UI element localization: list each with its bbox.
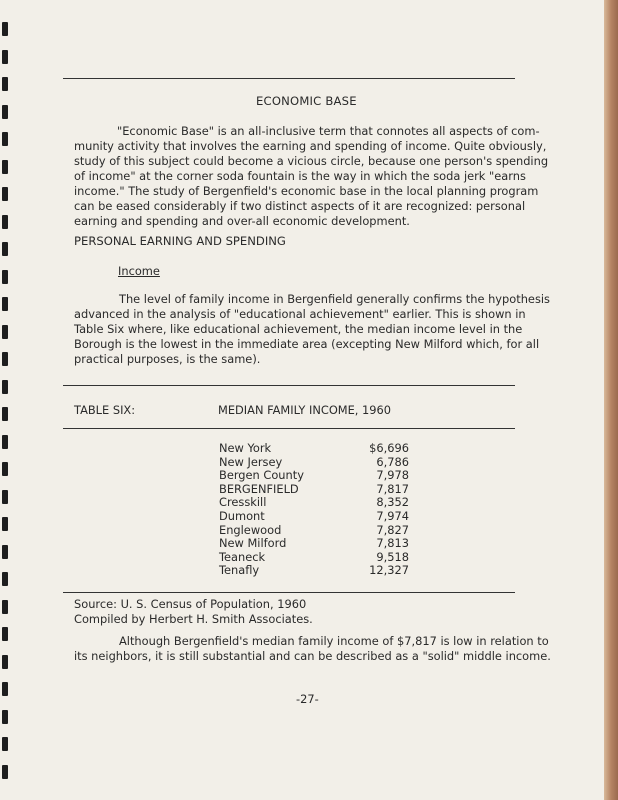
income-paragraph bbox=[74, 292, 550, 367]
section-heading: PERSONAL EARNING AND SPENDING bbox=[74, 234, 286, 248]
binding-ring bbox=[2, 352, 8, 366]
income-line: Borough is the lowest in the immediate area (excepting New Milford which, for all bbox=[74, 337, 540, 351]
binding-ring bbox=[2, 105, 8, 119]
table-top-rule bbox=[63, 385, 515, 386]
binding-ring bbox=[2, 737, 8, 751]
binding-ring bbox=[2, 490, 8, 504]
binding-ring bbox=[2, 600, 8, 614]
binding-ring bbox=[2, 215, 8, 229]
income-line: Table Six where, like educational achievement, the median income level in the bbox=[74, 322, 523, 336]
table-row bbox=[219, 509, 409, 523]
binding-ring bbox=[2, 682, 8, 696]
binding-ring bbox=[2, 187, 8, 201]
page-number: -27- bbox=[296, 692, 319, 706]
page-title: ECONOMIC BASE bbox=[256, 94, 357, 108]
binding-ring bbox=[2, 517, 8, 531]
top-rule bbox=[63, 78, 515, 79]
row-income-value: 7,817 bbox=[376, 481, 409, 496]
income-line: advanced in the analysis of "educational achievement" earlier. This is shown in bbox=[74, 307, 526, 321]
binding-ring bbox=[2, 765, 8, 779]
intro-line: income." The study of Bergenfield's economic base in the local planning program bbox=[74, 184, 539, 198]
table-title: MEDIAN FAMILY INCOME, 1960 bbox=[218, 403, 392, 417]
row-income-value: 9,518 bbox=[376, 549, 409, 564]
spiral-binding bbox=[0, 0, 12, 800]
intro-line: munity activity that involves the earning and spending of income. Quite obviously, bbox=[74, 139, 547, 153]
row-place-name: Teaneck bbox=[219, 549, 266, 564]
intro-line: can be eased considerably if two distinct aspects of it are recognized: personal bbox=[74, 199, 526, 213]
table-row bbox=[219, 536, 409, 550]
subheading-income: Income bbox=[118, 264, 160, 278]
row-place-name: New Milford bbox=[219, 536, 287, 551]
binding-ring bbox=[2, 572, 8, 586]
row-place-name: BERGENFIELD bbox=[219, 481, 299, 496]
row-place-name: Tenafly bbox=[219, 563, 260, 578]
binding-ring bbox=[2, 132, 8, 146]
row-income-value: 7,813 bbox=[376, 536, 409, 551]
binding-ring bbox=[2, 160, 8, 174]
table-row bbox=[219, 482, 409, 496]
table-row bbox=[219, 550, 409, 564]
table-row bbox=[219, 495, 409, 509]
row-place-name: Cresskill bbox=[219, 495, 267, 510]
row-place-name: Englewood bbox=[219, 522, 282, 537]
row-income-value: 7,974 bbox=[376, 509, 409, 523]
binding-ring bbox=[2, 242, 8, 256]
binding-ring bbox=[2, 407, 8, 421]
row-place-name: Bergen County bbox=[219, 468, 304, 483]
intro-paragraph bbox=[74, 124, 549, 229]
binding-ring bbox=[2, 50, 8, 64]
table-row bbox=[219, 455, 409, 469]
page-edge bbox=[604, 0, 618, 800]
binding-ring bbox=[2, 297, 8, 311]
table-source: Source: U. S. Census of Population, 1960 bbox=[74, 597, 307, 611]
closing-line: its neighbors, it is still substantial and can be described as a "solid" middle income. bbox=[74, 649, 551, 663]
table-row bbox=[219, 468, 409, 482]
binding-ring bbox=[2, 435, 8, 449]
binding-ring bbox=[2, 462, 8, 476]
income-line: practical purposes, is the same). bbox=[74, 352, 261, 366]
income-line: The level of family income in Bergenfield generally confirms the hypothesis bbox=[119, 292, 550, 306]
binding-ring bbox=[2, 655, 8, 669]
row-income-value: 6,786 bbox=[376, 454, 409, 469]
closing-paragraph bbox=[74, 634, 551, 664]
table-compiled-by: Compiled by Herbert H. Smith Associates. bbox=[74, 612, 313, 626]
binding-ring bbox=[2, 627, 8, 641]
row-place-name: Dumont bbox=[219, 509, 265, 523]
table-row bbox=[219, 523, 409, 537]
binding-ring bbox=[2, 77, 8, 91]
row-income-value: $6,696 bbox=[369, 441, 409, 455]
row-place-name: New York bbox=[219, 441, 272, 455]
binding-ring bbox=[2, 545, 8, 559]
table-row bbox=[219, 441, 409, 455]
table-header-rule bbox=[63, 428, 515, 429]
row-income-value: 12,327 bbox=[369, 563, 409, 578]
binding-ring bbox=[2, 380, 8, 394]
table-row bbox=[219, 563, 409, 577]
intro-line: of income" at the corner soda fountain is the way in which the soda jerk "earns bbox=[74, 169, 526, 183]
row-place-name: New Jersey bbox=[219, 454, 283, 469]
table-bottom-rule bbox=[63, 592, 515, 593]
binding-ring bbox=[2, 325, 8, 339]
row-income-value: 7,827 bbox=[376, 522, 409, 537]
row-income-value: 8,352 bbox=[376, 495, 409, 510]
binding-ring bbox=[2, 710, 8, 724]
intro-line: "Economic Base" is an all-inclusive term that connotes all aspects of com- bbox=[117, 124, 540, 138]
binding-ring bbox=[2, 22, 8, 36]
intro-line: study of this subject could become a vicious circle, because one person's spending bbox=[74, 154, 549, 168]
row-income-value: 7,978 bbox=[376, 468, 409, 483]
closing-line: Although Bergenfield's median family income of $7,817 is low in relation to bbox=[119, 634, 549, 648]
binding-ring bbox=[2, 270, 8, 284]
intro-line: earning and spending and over-all economic development. bbox=[74, 214, 410, 228]
table-label: TABLE SIX: bbox=[74, 403, 136, 417]
